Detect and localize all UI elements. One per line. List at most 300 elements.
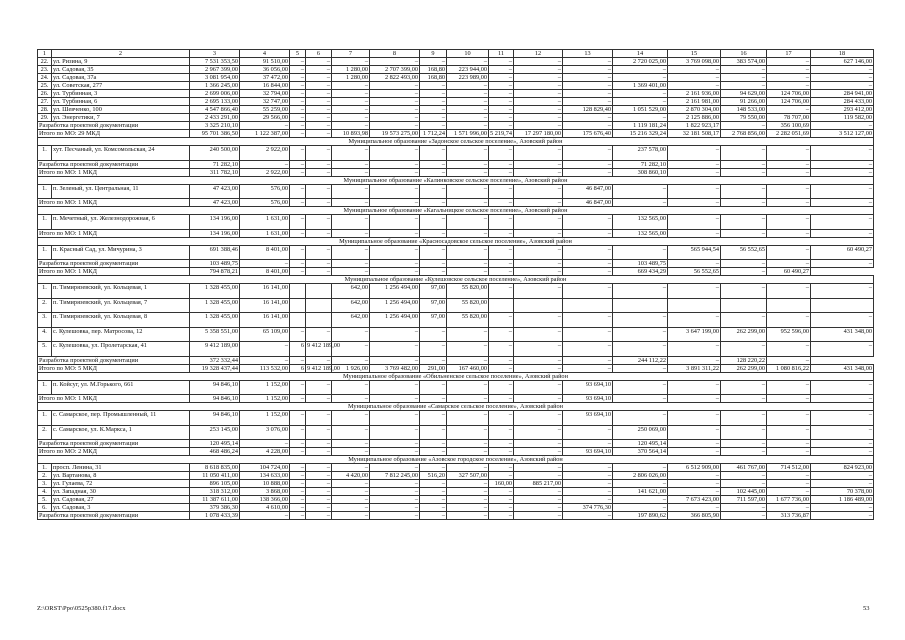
row-number: 4. [38,488,52,496]
cell-value: 1 051 529,00 [613,106,668,114]
cell-value: – [489,82,514,90]
cell-value: – [767,160,811,168]
cell-value: 642,00 [332,284,370,299]
cell-value: – [306,146,332,161]
cell-value: – [489,380,514,395]
cell-value: – [514,82,563,90]
cell-value: – [332,464,370,472]
table-row [38,342,874,357]
address-cell: с. Самарское, пер. Промышленный, 11 [52,411,190,426]
address-cell: п. Койсуг, ул. М.Горького, 661 [52,380,190,395]
cell-value: 15 216 329,24 [613,130,668,138]
cell-value: 576,00 [240,199,290,207]
cell-value: – [563,488,613,496]
cell-value: – [332,114,370,122]
cell-value: – [290,229,306,237]
cell-value: 1 712,24 [420,130,447,138]
cell-value: 7 812 245,00 [370,472,420,480]
section-header-row [38,456,874,464]
cell-value: – [489,74,514,82]
cell-value: – [370,229,420,237]
cell-value: 2 282 051,69 [767,130,811,138]
cell-value: – [811,184,874,199]
summary-row [38,168,874,176]
cell-value: 691 388,46 [190,245,240,260]
address-cell: ул. Энергетики, 7 [52,114,190,122]
cell-value: 3 512 127,00 [811,130,874,138]
cell-value: – [332,380,370,395]
cell-value: – [240,122,290,130]
cell-value: – [489,488,514,496]
cell-value: – [811,380,874,395]
cell-value: – [370,98,420,106]
table-row [38,114,874,122]
cell-value: 885 217,00 [514,480,563,488]
cell-value: – [489,58,514,66]
cell-value: – [290,74,306,82]
cell-value: – [332,411,370,426]
cell-value: 293 412,00 [811,106,874,114]
cell-value: 1 256 494,00 [370,298,420,313]
cell-value: – [306,98,332,106]
cell-value: – [811,342,874,357]
cell-value: – [514,146,563,161]
cell-value: – [306,90,332,98]
table-row [38,58,874,66]
cell-value [306,284,332,299]
address-cell: п. Мечетный, ул. Железнодорожная, 6 [52,215,190,230]
table-row [38,82,874,90]
cell-value: – [563,82,613,90]
cell-value: – [811,448,874,456]
cell-value: – [240,440,290,448]
cell-value: – [306,327,332,342]
column-number: 4 [240,50,290,58]
cell-value: – [447,82,489,90]
cell-value: – [668,260,721,268]
cell-value: 91 266,00 [721,98,767,106]
cell-value: 55 259,00 [240,106,290,114]
cell-value: – [306,114,332,122]
cell-value: 2 967 399,00 [190,66,240,74]
column-number: 8 [370,50,420,58]
cell-value: – [290,356,306,364]
cell-value: – [489,106,514,114]
cell-value: 168,80 [420,74,447,82]
cell-value: 1 080 816,22 [767,364,811,372]
cell-value: 262 299,00 [721,327,767,342]
cell-value: – [370,448,420,456]
row-label: Итого по МО: 29 МКД [38,130,190,138]
cell-value: 379 386,30 [190,504,240,512]
cell-value: – [514,342,563,357]
cell-value: 262 299,00 [721,364,767,372]
cell-value: 1 369 401,00 [613,82,668,90]
cell-value: 372 332,44 [190,356,240,364]
row-number: 3. [38,480,52,488]
row-label: Разработка проектной документации [38,122,190,130]
cell-value: – [514,106,563,114]
column-number: 16 [721,50,767,58]
cell-value: 94 846,10 [190,380,240,395]
row-number: 25. [38,82,52,90]
section-header-row [38,403,874,411]
cell-value: – [721,504,767,512]
cell-value: – [613,380,668,395]
cell-value: – [668,66,721,74]
cell-value: – [290,106,306,114]
summary-row [38,364,874,372]
cell-value: 60 490,27 [811,245,874,260]
cell-value: – [489,122,514,130]
cell-value: – [370,184,420,199]
address-cell: ул. Турбинная, 3 [52,90,190,98]
table-row [38,504,874,512]
cell-value: – [306,66,332,74]
cell-value: 71 282,10 [190,160,240,168]
cell-value: – [489,440,514,448]
cell-value: – [514,268,563,276]
cell-value: – [290,130,306,138]
cell-value: – [721,268,767,276]
cell-value: – [668,380,721,395]
cell-value: 91 510,00 [240,58,290,66]
cell-value: – [721,146,767,161]
cell-value: 223 989,00 [447,74,489,82]
cell-value: – [489,168,514,176]
address-cell: просп. Ленина, 31 [52,464,190,472]
row-number: 3. [38,313,52,328]
column-number: 9 [420,50,447,58]
cell-value: 16 141,00 [240,298,290,313]
cell-value: – [306,245,332,260]
cell-value: – [811,82,874,90]
table-row [38,74,874,82]
cell-value: 1 631,00 [240,215,290,230]
cell-value [613,298,668,313]
cell-value: – [811,122,874,130]
cell-value: – [767,504,811,512]
cell-value: 318 312,00 [190,488,240,496]
cell-value: 1 631,00 [240,229,290,237]
cell-value: – [767,356,811,364]
cell-value: – [290,480,306,488]
cell-value: 32 747,00 [240,98,290,106]
cell-value: – [721,440,767,448]
cell-value: – [514,199,563,207]
cell-value: – [811,512,874,520]
cell-value: 6 512 909,00 [668,464,721,472]
cell-value: – [811,199,874,207]
address-cell: ул. Садовая, 37а [52,74,190,82]
cell-value: – [306,480,332,488]
cell-value: 896 105,00 [190,480,240,488]
cell-value: – [290,260,306,268]
cell-value: – [447,58,489,66]
cell-value: 9 412 189,00 [190,342,240,357]
cell-value: – [514,472,563,480]
cell-value: 93 694,10 [563,395,613,403]
table-row [38,106,874,114]
cell-value: – [668,74,721,82]
address-cell: п. Тимирязевский, ул. Кольцевая, 7 [52,298,190,313]
address-cell: с. Кулешовка, ул. Пролетарская, 41 [52,342,190,357]
cell-value: 370 564,14 [613,448,668,456]
cell-value: – [767,245,811,260]
cell-value: – [767,106,811,114]
cell-value: 97,00 [420,298,447,313]
summary-row [38,268,874,276]
cell-value: – [514,488,563,496]
cell-value [514,298,563,313]
cell-value: – [420,184,447,199]
cell-value: – [613,496,668,504]
cell-value: – [332,425,370,440]
cell-value: – [290,440,306,448]
cell-value: – [514,66,563,74]
cell-value: – [332,342,370,357]
cell-value: 2 161 936,00 [668,90,721,98]
cell-value: – [563,114,613,122]
cell-value: – [489,215,514,230]
summary-row [38,229,874,237]
cell-value: – [668,184,721,199]
cell-value: – [514,215,563,230]
table-row [38,184,874,199]
cell-value: – [489,184,514,199]
cell-value: – [447,245,489,260]
cell-value: – [489,425,514,440]
cell-value: – [306,229,332,237]
address-cell: ул. Гулаева, 72 [52,480,190,488]
cell-value: – [290,114,306,122]
cell-value: – [447,512,489,520]
column-number: 10 [447,50,489,58]
cell-value: – [420,504,447,512]
cell-value: – [811,395,874,403]
cell-value: 94 846,10 [190,395,240,403]
cell-value: – [370,512,420,520]
cell-value: – [306,496,332,504]
section-header-row [38,176,874,184]
row-number: 1. [38,184,52,199]
cell-value: 6 [290,342,306,357]
cell-value: 93 694,10 [563,380,613,395]
cell-value: – [447,380,489,395]
column-number: 1 [38,50,52,58]
cell-value: 55 820,00 [447,313,489,328]
cell-value: – [514,98,563,106]
cell-value: 9 412 189,00 [307,364,341,372]
cell-value: 1 186 489,00 [811,496,874,504]
cell-value: – [563,364,613,372]
cell-value: – [721,160,767,168]
row-number: 28. [38,106,52,114]
column-number: 2 [52,50,190,58]
cell-value: – [332,260,370,268]
cell-value: – [668,356,721,364]
cell-value: – [668,160,721,168]
cell-value [290,284,306,299]
cell-value: – [721,411,767,426]
cell-value: – [447,411,489,426]
cell-value: – [332,488,370,496]
cell-value: – [290,512,306,520]
cell-value: – [489,199,514,207]
cell-value: – [613,184,668,199]
cell-value: – [447,342,489,357]
cell-value: – [489,504,514,512]
footer-file-path: Z:\ORST\Ppo\0525p380.f17.docx [37,605,126,612]
cell-value: – [306,122,332,130]
cell-value: – [332,98,370,106]
cell-value: 1 328 455,00 [190,298,240,313]
cell-value: – [290,472,306,480]
summary-row [38,356,874,364]
cell-value: 284 433,00 [811,98,874,106]
cell-value: – [290,504,306,512]
cell-value: – [613,90,668,98]
cell-value: – [290,327,306,342]
section-header-row [38,138,874,146]
cell-value: 29 566,00 [240,114,290,122]
cell-value: – [420,114,447,122]
cell-value: – [613,284,668,299]
cell-value: – [332,122,370,130]
table-row [38,146,874,161]
cell-value: – [489,395,514,403]
cell-value: – [332,268,370,276]
cell-value: 3 891 311,22 [668,364,721,372]
row-number: 1. [38,411,52,426]
cell-value: – [767,229,811,237]
cell-value: – [290,90,306,98]
cell-value: – [332,146,370,161]
cell-value: – [811,440,874,448]
cell-value: – [489,472,514,480]
cell-value: – [332,245,370,260]
cell-value: – [306,268,332,276]
cell-value: 4 610,00 [240,504,290,512]
cell-value: – [420,440,447,448]
cell-value: – [514,313,563,328]
cell-value: 714 512,00 [767,464,811,472]
cell-value: – [290,98,306,106]
cell-value: – [370,425,420,440]
cell-value: – [420,464,447,472]
cell-value: 240 500,00 [190,146,240,161]
cell-value: – [613,74,668,82]
cell-value: – [613,114,668,122]
cell-value: 11 387 611,00 [190,496,240,504]
cell-value: – [613,480,668,488]
cell-value: – [721,395,767,403]
cell-value: – [514,245,563,260]
cell-value: – [563,58,613,66]
cell-value: 3 647 199,00 [668,327,721,342]
cell-value: – [332,168,370,176]
cell-value: – [306,184,332,199]
cell-value: – [306,504,332,512]
cell-value: – [306,160,332,168]
cell-value: 37 472,00 [240,74,290,82]
cell-value: 97,00 [420,284,447,299]
table-row [38,284,874,299]
table-row [38,90,874,98]
cell-value: 120 495,14 [613,440,668,448]
cell-value: 19 328 437,44 [190,364,240,372]
cell-value: 4 547 866,40 [190,106,240,114]
cell-value: – [447,229,489,237]
cell-value: 327 507,00 [447,472,489,480]
cell-value: – [767,58,811,66]
cell-value: – [514,284,563,299]
address-cell: ул. Ризина, 9 [52,58,190,66]
address-cell: п. Тимирязевский, ул. Кольцевая, 1 [52,284,190,299]
row-label: Разработка проектной документации [38,440,190,448]
cell-value: 124 706,00 [767,98,811,106]
cell-value: – [489,342,514,357]
cell-value: – [721,313,767,328]
cell-value: – [563,356,613,364]
row-number: 6. [38,504,52,512]
cell-value: – [767,342,811,357]
cell-value: 141 621,00 [613,488,668,496]
cell-value: – [447,488,489,496]
row-label: Разработка проектной документации [38,512,190,520]
cell-value: – [370,440,420,448]
cell-value: – [420,215,447,230]
cell-value: – [514,464,563,472]
cell-value: – [563,480,613,488]
address-cell: п. Тимирязевский, ул. Кольцевая, 8 [52,313,190,328]
cell-value: – [489,512,514,520]
cell-value: – [447,448,489,456]
cell-value: 565 944,54 [668,245,721,260]
cell-value: – [290,245,306,260]
cell-value: 93 694,10 [563,448,613,456]
cell-value: – [290,380,306,395]
cell-value: 103 489,75 [190,260,240,268]
cell-value: – [306,425,332,440]
cell-value: – [514,425,563,440]
cell-value: – [767,448,811,456]
cell-value: – [668,229,721,237]
row-number: 2. [38,298,52,313]
cell-value: 17 297 180,00 [514,130,563,138]
cell-value: 95 701 386,50 [190,130,240,138]
cell-value: – [290,464,306,472]
cell-value [489,298,514,313]
cell-value: – [489,146,514,161]
cell-value: – [668,82,721,90]
cell-value: – [514,411,563,426]
cell-value: – [489,245,514,260]
cell-value: – [447,268,489,276]
cell-value: 311 782,10 [190,168,240,176]
cell-value: – [420,245,447,260]
summary-row [38,440,874,448]
cell-value: – [332,90,370,98]
cell-value: – [563,284,613,299]
cell-value: – [370,342,420,357]
cell-value: – [370,356,420,364]
cell-value: 461 767,00 [721,464,767,472]
cell-value: 113 532,00 [240,364,290,372]
cell-value: – [811,215,874,230]
table-row [38,425,874,440]
cell-value: 2 707 399,00 [370,66,420,74]
